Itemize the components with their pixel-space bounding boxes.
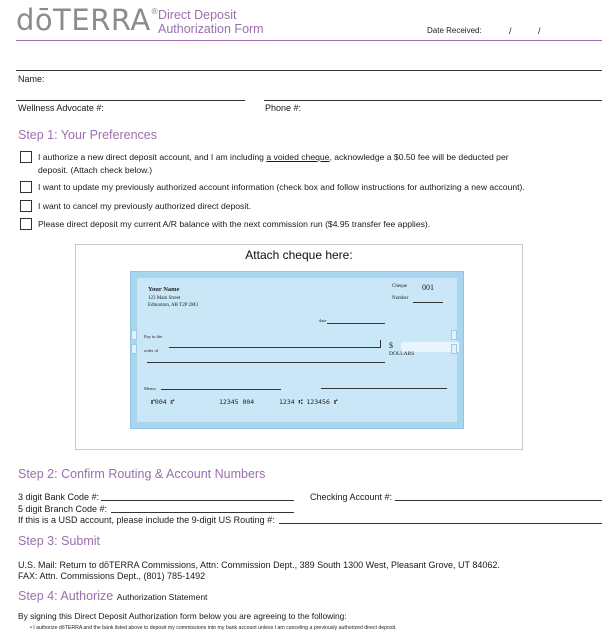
cheque-holder-name: Your Name [148, 286, 180, 293]
micr-account-number: 1234 ⑆ 123456 ⑈ [279, 398, 338, 406]
cheque-left-tab-2 [131, 344, 137, 354]
option-new-account-line2: deposit. (Attach check below.) [38, 165, 153, 175]
name-label: Name: [18, 74, 45, 84]
option-new-account-text [38, 151, 558, 177]
step2-heading: Step 2: Confirm Routing & Account Numbers [18, 467, 266, 481]
cheque-number-line [413, 302, 443, 303]
date-separator-1: / [509, 26, 512, 36]
cheque-label: Cheque [392, 284, 408, 289]
step1-heading: Step 1: Your Preferences [18, 128, 157, 142]
order-of-label: order of [144, 348, 159, 353]
signature-line [321, 388, 447, 389]
usd-routing-label: If this is a USD account, please include the 9-digit US Routing #: [18, 515, 275, 525]
option-update-account-text: I want to update my previously authorized account information (check box and follow instructions for authorizing a new account). [38, 182, 525, 192]
cheque-address-1: 123 Main Street [148, 296, 181, 301]
step4-heading [18, 589, 207, 603]
payee-line [169, 347, 381, 348]
logo-text: dōTERRA [16, 3, 151, 37]
bank-code-field[interactable] [101, 500, 294, 501]
checking-account-label: Checking Account #: [310, 492, 393, 502]
memo-line [161, 389, 281, 390]
cheque-number-label: Number [392, 296, 409, 301]
micr-transit-number: 12345 004 [219, 398, 255, 406]
checkbox-ar-balance[interactable] [20, 218, 32, 230]
cheque-number: 001 [422, 283, 434, 292]
authorization-statement-label: Authorization Statement [116, 592, 208, 602]
checkbox-update-account[interactable] [20, 181, 32, 193]
checking-account-field[interactable] [395, 500, 602, 501]
form-title-line2: Authorization Form [158, 22, 264, 36]
attach-cheque-title: Attach cheque here: [245, 248, 353, 262]
branch-code-field[interactable] [111, 512, 294, 513]
cheque-right-tab-2 [451, 344, 457, 354]
pay-to-label: Pay to the [144, 334, 162, 339]
branch-code-label: 5 digit Branch Code #: [18, 504, 108, 514]
fax-line: FAX: Attn. Commissions Dept., (801) 785-1492 [18, 571, 206, 581]
amount-words-line [147, 362, 385, 363]
payee-line-end [380, 340, 381, 348]
voided-cheque-link: a voided cheque [266, 152, 330, 162]
registered-mark: ® [150, 7, 160, 16]
cheque-date-line [327, 323, 385, 324]
checkbox-cancel-deposit[interactable] [20, 200, 32, 212]
checkbox-new-account[interactable] [20, 151, 32, 163]
bank-code-label: 3 digit Bank Code #: [18, 492, 100, 502]
option-ar-balance-text: Please direct deposit my current A/R balance with the next commission run ($4.95 transfer fee applies). [38, 219, 431, 229]
option-cancel-deposit-text: I want to cancel my previously authorized direct deposit. [38, 201, 252, 211]
advocate-line [16, 100, 245, 101]
cheque-date-label: date [319, 318, 327, 323]
usd-routing-field[interactable] [279, 523, 602, 524]
sample-cheque [131, 272, 463, 428]
doterra-logo [16, 3, 160, 37]
date-received-label: Date Received: [427, 26, 482, 35]
step4-title: Step 4: Authorize [18, 589, 114, 603]
cheque-body [137, 278, 457, 422]
mail-address-line: U.S. Mail: Return to dōTERRA Commissions, Attn: Commission Dept., 389 South 1300 West, Pleasant Grove, UT 84062. [18, 560, 500, 570]
option-new-account-post: , acknowledge a $0.50 fee will be deducted per [329, 152, 509, 162]
form-title [158, 8, 264, 36]
form-title-line1: Direct Deposit [158, 8, 237, 22]
phone-label: Phone #: [265, 103, 302, 113]
micr-cheque-number: ⑈004 ⑈ [151, 398, 175, 406]
name-line [16, 70, 602, 71]
advocate-label: Wellness Advocate #: [18, 103, 104, 113]
phone-line [264, 100, 602, 101]
authorization-bullet-1: • I authorize dōTERRA and the bank listed above to deposit my commissions into my bank account unless I am canceling a previously authorized direct deposit. [30, 625, 397, 631]
step3-heading: Step 3: Submit [18, 534, 100, 548]
cheque-right-tab-1 [451, 330, 457, 340]
authorization-intro: By signing this Direct Deposit Authorization form below you are agreeing to the following: [18, 611, 347, 621]
memo-label: Memo [144, 386, 156, 391]
date-separator-2: / [538, 26, 541, 36]
option-new-account-pre: I authorize a new direct deposit account, and I am including [38, 152, 267, 162]
dollar-sign: $ [389, 341, 393, 350]
cheque-address-2: Edmonton, AB T2P 2M3 [148, 303, 199, 308]
cheque-left-tab-1 [131, 330, 137, 340]
header-divider [16, 40, 602, 41]
dollars-label: DOLLARS [389, 351, 415, 357]
